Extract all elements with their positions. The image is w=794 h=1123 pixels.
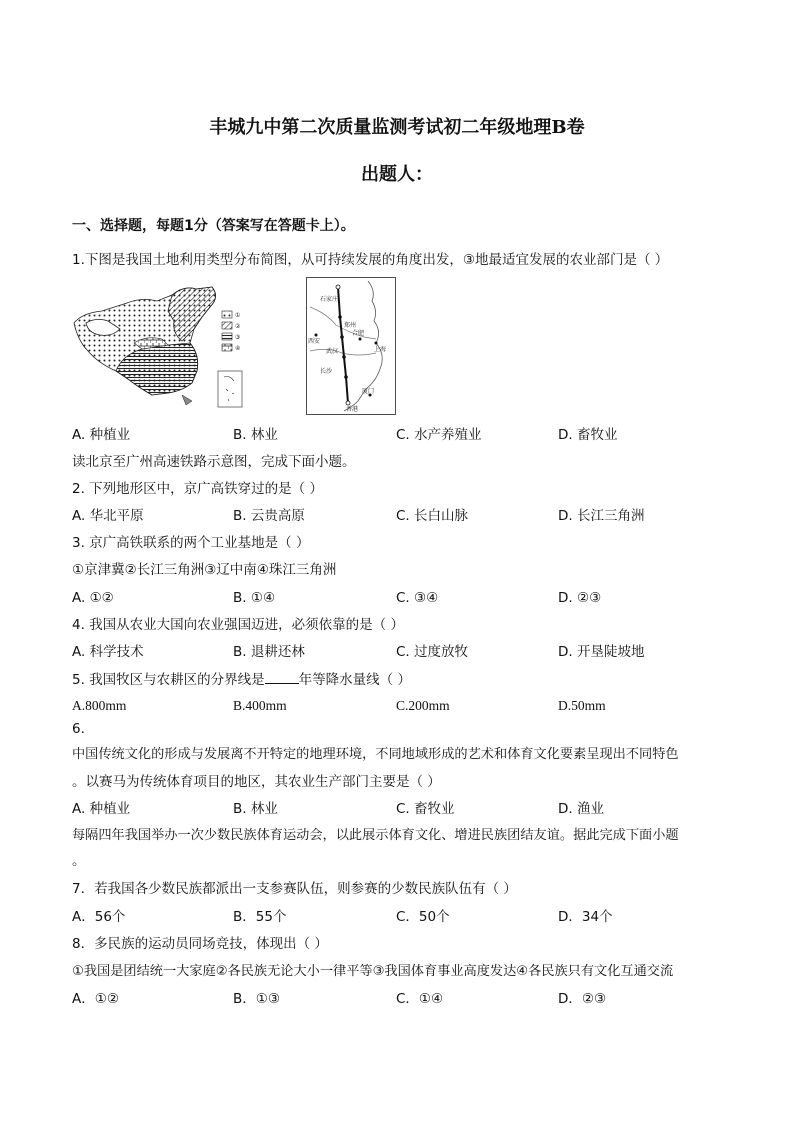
map-label-xiamen: 厦门 — [362, 388, 375, 395]
q4-option-c: C. 过度放牧 — [396, 644, 469, 660]
question-3-stem: 3. 京广高铁联系的两个工业基地是（ ） — [72, 535, 310, 551]
legend-swatch-3 — [222, 333, 232, 340]
q5-option-d: D.50mm — [558, 698, 606, 713]
answer-blank — [265, 670, 299, 684]
section-heading: 一、选择题，每题1分（答案写在答题卡上）。 — [72, 218, 355, 234]
map-label-wuhan: 武汉 — [326, 348, 339, 355]
q5-option-c: C.200mm — [396, 698, 450, 713]
question-1-stem: 1.下图是我国土地利用类型分布简图，从可持续发展的角度出发，③地最适宜发展的农业部门是（ ） — [72, 252, 669, 268]
q2-option-a: A. 华北平原 — [72, 508, 144, 524]
q8-option-c: C．①④ — [396, 991, 444, 1007]
map-label-changsha: 长沙 — [320, 368, 333, 375]
question-2-stem: 2. 下列地形区中，京广高铁穿过的是（ ） — [72, 481, 323, 497]
map-label-xian: 西安 — [308, 338, 321, 345]
q2-option-b: B. 云贵高原 — [233, 508, 305, 524]
q2-option-d: D. 长江三角洲 — [558, 508, 645, 524]
south-china-sea-inset — [218, 371, 242, 407]
question-5-stem — [72, 670, 411, 689]
map-label-hefei: 合肥 — [352, 330, 365, 337]
q8-option-b: B．①③ — [233, 991, 280, 1007]
question-5-stem-part1: 5. 我国牧区与农耕区的分界线是 — [72, 672, 265, 688]
author-line: 出题人： — [361, 164, 433, 185]
q4-option-a: A. 科学技术 — [72, 644, 144, 660]
q7-option-c: C．50个 — [396, 909, 450, 925]
map-label-hongkong: 香港 — [346, 406, 359, 413]
q1-option-c: C. 水产养殖业 — [396, 427, 482, 443]
q4-option-b: B. 退耕还林 — [233, 644, 305, 660]
question-8-stem: 8．多民族的运动员同场竞技，体现出（ ） — [72, 936, 328, 952]
q7-option-d: D．34个 — [558, 909, 613, 925]
question-6-stem-line2: 。以赛马为传统体育项目的地区，其农业生产部门主要是（ ） — [72, 774, 441, 790]
games-intro-line2: 。 — [72, 853, 86, 869]
question-7-stem: 7．若我国各少数民族都派出一支参赛队伍，则参赛的少数民族队伍有（ ） — [72, 881, 517, 897]
question-6-number: 6. — [72, 721, 85, 737]
legend-label-1: ① — [235, 312, 241, 319]
exam-title: 丰城九中第二次质量监测考试初二年级地理B卷 — [209, 117, 585, 138]
legend-label-3: ③ — [235, 334, 241, 341]
q8-option-d: D．②③ — [558, 991, 607, 1007]
q1-option-b: B. 林业 — [233, 427, 278, 443]
q2-option-c: C. 长白山脉 — [396, 508, 469, 524]
q5-option-b: B.400mm — [233, 698, 287, 713]
q3-option-a: A. ①② — [72, 590, 114, 606]
q3-option-d: D. ②③ — [558, 590, 602, 606]
question-4-stem: 4. 我国从农业大国向农业强国迈进，必须依靠的是（ ） — [72, 617, 404, 633]
question-6-stem-line1: 中国传统文化的形成与发展离不开特定的地理环境，不同地域形成的艺术和体育文化要素呈现出不同特色 — [72, 747, 679, 762]
legend-swatch-4 — [222, 344, 232, 351]
hsr-route-map-figure — [306, 277, 396, 415]
map-island — [182, 395, 192, 405]
question-3-sub: ①京津冀②长江三角洲③辽中南④珠江三角洲 — [72, 562, 337, 578]
question-5-stem-part2: 年等降水量线（ ） — [298, 672, 411, 688]
q3-option-b: B. ①④ — [233, 590, 276, 606]
q6-option-a: A. 种植业 — [72, 801, 131, 817]
q3-option-c: C. ③④ — [396, 590, 439, 606]
land-use-map-figure — [72, 283, 252, 411]
q6-option-d: D. 渔业 — [558, 801, 604, 817]
q1-option-d: D. 畜牧业 — [558, 427, 618, 443]
legend-label-2: ② — [235, 323, 241, 330]
games-intro-line1: 每隔四年我国举办一次少数民族体育运动会，以此展示体育文化、增进民族团结友谊。据此完成下面小题 — [72, 828, 679, 843]
legend-swatch-2 — [222, 322, 232, 329]
map-label-zhengzhou: 郑州 — [344, 322, 357, 329]
legend-swatch-1 — [222, 311, 232, 318]
q4-option-d: D. 开垦陡坡地 — [558, 644, 645, 660]
q7-option-b: B．55个 — [233, 909, 287, 925]
q8-option-a: A．①② — [72, 991, 119, 1007]
legend-label-4: ④ — [235, 345, 241, 352]
hsr-intro: 读北京至广州高速铁路示意图，完成下面小题。 — [72, 454, 356, 470]
q6-option-b: B. 林业 — [233, 801, 278, 817]
q5-option-a: A.800mm — [72, 698, 127, 713]
map-label-shanghai: 上海 — [374, 346, 387, 353]
q1-option-a: A. 种植业 — [72, 427, 131, 443]
map-label-shijiazhuang: 石家庄 — [320, 296, 339, 303]
question-8-sub: ①我国是团结统一大家庭②各民族无论大小一律平等③我国体育事业高度发达④各民族只有文化互通交流 — [72, 964, 674, 979]
q6-option-c: C. 畜牧业 — [396, 801, 455, 817]
q7-option-a: A．56个 — [72, 909, 126, 925]
